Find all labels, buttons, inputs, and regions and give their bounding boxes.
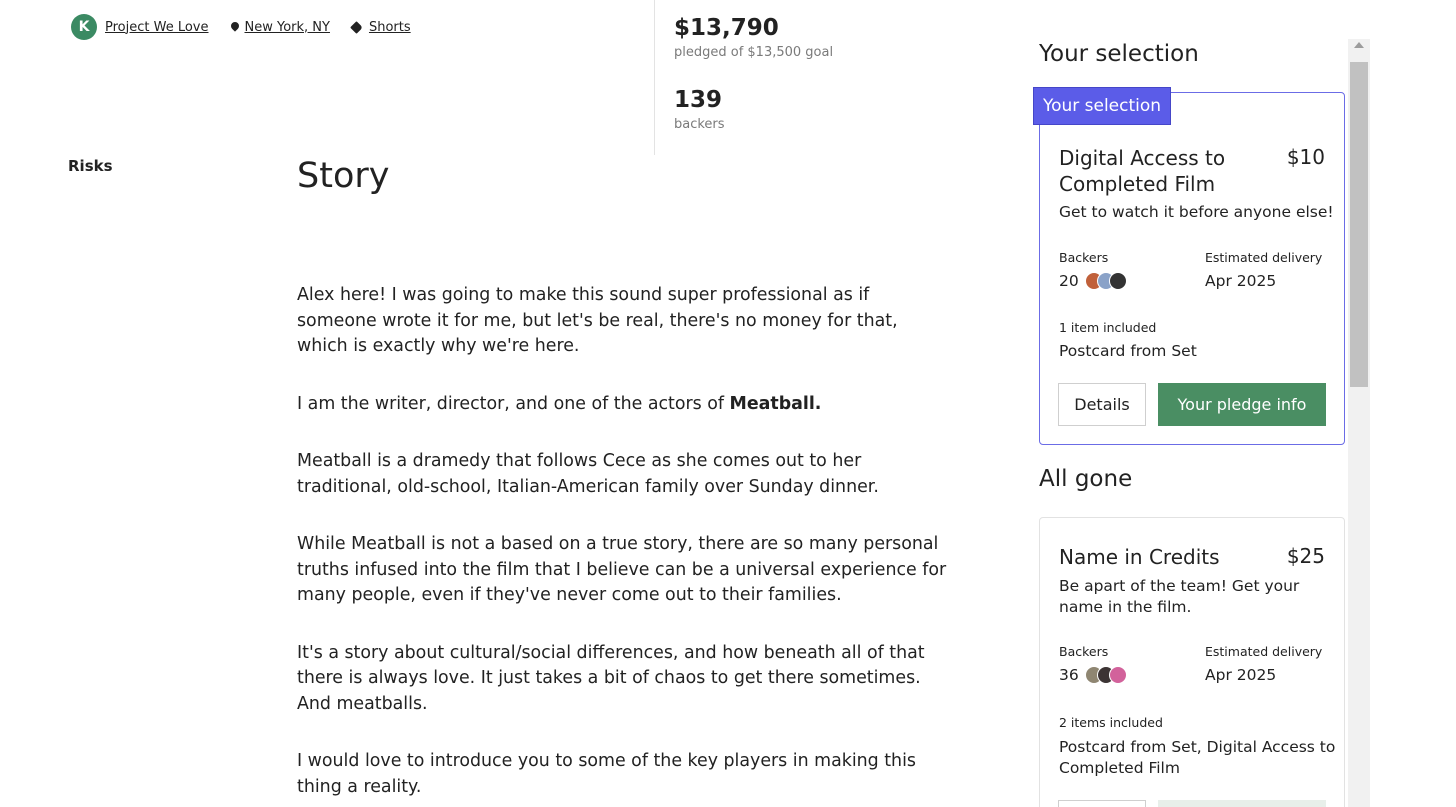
story-paragraph-bold: Meatball.	[729, 393, 822, 414]
delivery-label: Estimated delivery	[1205, 250, 1323, 265]
backer-avatars	[1085, 666, 1127, 684]
backer-avatars	[1085, 272, 1127, 290]
backers-label: Backers	[1059, 250, 1109, 265]
pledged-stat	[674, 16, 833, 60]
avatar	[1109, 666, 1127, 684]
tag-icon	[350, 21, 363, 34]
nav-risks-link[interactable]: Risks	[68, 157, 113, 175]
delivery-value: Apr 2025	[1205, 272, 1277, 290]
reward-title: Name in Credits	[1059, 545, 1220, 569]
project-we-love-label: Project We Love	[105, 19, 209, 35]
delivery-value: Apr 2025	[1205, 666, 1277, 684]
reward-delivery	[1205, 250, 1322, 290]
backers-count: 20	[1059, 272, 1079, 290]
project-we-love-link[interactable]	[105, 20, 209, 35]
items-value: Postcard from Set, Digital Access to Completed Film	[1059, 738, 1336, 777]
reward-delivery	[1205, 644, 1322, 684]
sidebar-scrollbar[interactable]	[1348, 39, 1370, 807]
project-meta-row	[71, 14, 411, 40]
selected-reward-card[interactable]	[1039, 92, 1345, 445]
reward-price: $10	[1286, 145, 1325, 169]
location-link[interactable]	[231, 20, 330, 35]
details-button[interactable]: Details	[1058, 383, 1146, 426]
story-title: Story	[297, 156, 390, 196]
kickstarter-logo-icon	[71, 14, 97, 40]
story-paragraph: While Meatball is not a based on a true story, there are so many personal truths infused into the film that I believe can be a universal experience for many people, even if they've never come out to their families.	[297, 534, 947, 605]
story-paragraph: Alex here! I was going to make this sound super professional as if someone wrote it for me, but let's be real, there's no money for that, which is exactly why we're here.	[297, 285, 898, 356]
all-gone-heading: All gone	[1039, 466, 1133, 492]
reward-description: Be apart of the team! Get your name in the film.	[1059, 577, 1300, 616]
story-paragraph: I would love to introduce you to some of the key players in making this thing a reality.	[297, 751, 916, 797]
reward-backers	[1059, 250, 1127, 290]
story-paragraph: It's a story about cultural/social differences, and how beneath all of that there is always love. It just takes a bit of chaos to get there sometimes. And meatballs.	[297, 642, 925, 714]
badge-letter: K	[78, 19, 90, 35]
reward-card[interactable]	[1039, 517, 1345, 807]
items-label: 2 items included	[1059, 715, 1163, 730]
reward-description: Get to watch it before anyone else!	[1059, 203, 1334, 221]
items-value: Postcard from Set	[1059, 342, 1197, 360]
pledged-amount: $13,790	[674, 15, 779, 41]
scroll-up-arrow-icon[interactable]	[1354, 42, 1364, 48]
story-body	[297, 283, 947, 807]
pledge-info-button[interactable]: Your pledge info	[1158, 383, 1326, 426]
story-paragraph	[297, 392, 947, 418]
delivery-label: Estimated delivery	[1205, 644, 1323, 659]
reward-title: Digital Access to Completed Film	[1059, 146, 1226, 196]
pledge-button[interactable]	[1158, 800, 1326, 807]
details-button[interactable]	[1058, 800, 1146, 807]
pledged-goal-label: pledged of $13,500 goal	[674, 45, 834, 61]
your-selection-tag: Your selection	[1033, 87, 1171, 125]
items-label: 1 item included	[1059, 320, 1157, 335]
avatar	[1109, 272, 1127, 290]
backers-stat	[674, 88, 725, 132]
backers-count: 139	[674, 87, 723, 113]
location-label: New York, NY	[244, 19, 330, 35]
stats-divider	[654, 0, 655, 155]
backers-label: Backers	[1059, 644, 1109, 659]
reward-items	[1059, 715, 1339, 779]
category-link[interactable]	[352, 20, 411, 35]
reward-items	[1059, 320, 1197, 360]
your-selection-heading: Your selection	[1039, 41, 1199, 67]
reward-price: $25	[1286, 544, 1325, 568]
story-paragraph-text: I am the writer, director, and one of the actors of	[297, 393, 730, 414]
location-pin-icon	[231, 22, 239, 33]
backers-label: backers	[674, 117, 725, 133]
story-paragraph: Meatball is a dramedy that follows Cece as she comes out to her traditional, old-school, Italian-American family over Sunday dinner.	[297, 451, 879, 497]
category-label: Shorts	[368, 19, 411, 35]
backers-count: 36	[1059, 666, 1079, 684]
reward-backers	[1059, 644, 1127, 684]
scroll-thumb[interactable]	[1350, 62, 1368, 387]
